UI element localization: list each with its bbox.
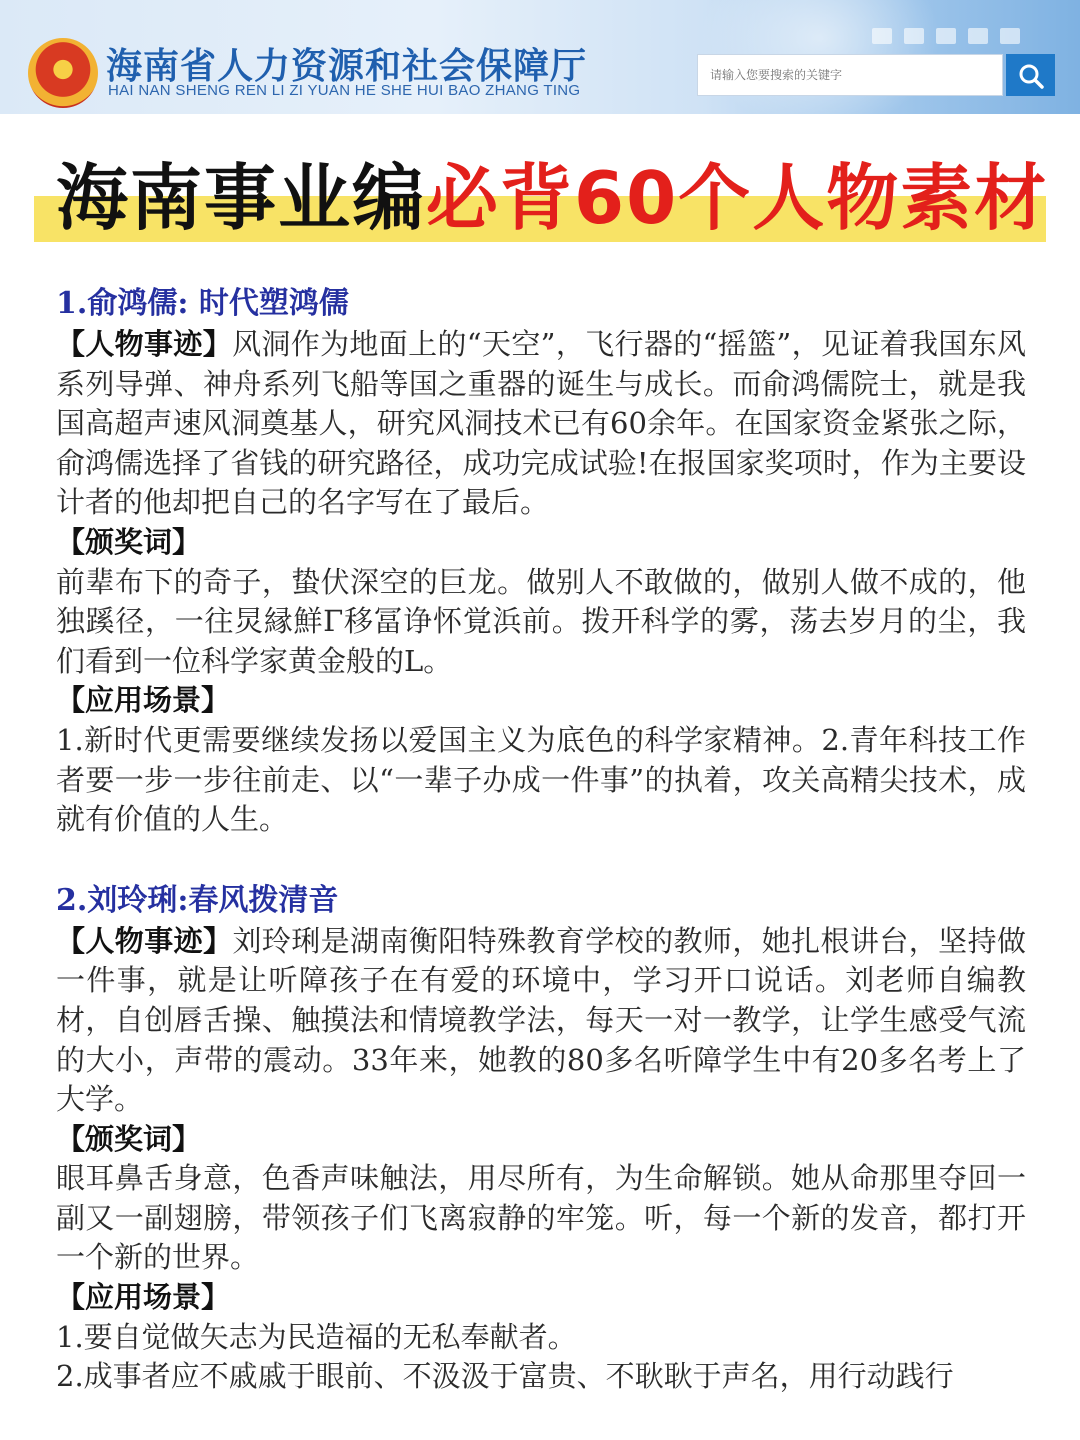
award-text: 前辈布下的奇子，蛰伏深空的巨龙。做别人不敢做的，做别人做不成的，他独蹊径，一往炅縁鮮Γ移冨诤怀覚浜前。拨开科学的雾，荡去岁月的尘，我们看到一位科学家黄金般的L。 — [56, 564, 1026, 678]
site-title[interactable]: 海南省人力资源和社会保障厅 — [106, 46, 588, 87]
page-title — [56, 148, 1048, 248]
search-input[interactable] — [697, 54, 1003, 96]
national-emblem-icon — [28, 38, 98, 108]
deeds-text: 刘玲琍是湖南衡阳特殊教育学校的教师，她扎根讲台，坚持做一件事，就是让听障孩子在有爱的环境中，学习开口说话。刘老师自编教材，自创唇舌操、触摸法和情境教学法，每天一对一教学，让学生感受气流的大小，声带的震动。33年来，她教的80多名听障学生中有20多名考上了大学。 — [56, 923, 1026, 1117]
top-link-icon[interactable] — [936, 28, 956, 44]
deeds-paragraph — [56, 325, 1026, 523]
deeds-paragraph — [56, 922, 1026, 1120]
top-link-icon[interactable] — [872, 28, 892, 44]
page-title-part2: 必背60个人物素材 — [426, 156, 1049, 240]
award-text: 眼耳鼻舌身意，色香声味触法，用尽所有，为生命解锁。她从命那里夺回一副又一副翅膀，带领孩子们飞离寂静的牢笼。听，每一个新的发音，都打开一个新的世界。 — [56, 1161, 1026, 1275]
award-label: 【颁奖词】 — [56, 524, 202, 559]
profile-section — [56, 880, 1026, 1397]
apply-text: 1.新时代更需要继续发扬以爱国主义为底色的科学家精神。2.青年科技工作者要一步一步往前走、以“一辈子办成一件事”的执着，攻关高精尖技术，成就有价值的人生。 — [56, 722, 1026, 837]
section-heading: 1.俞鸿儒: 时代塑鸿儒 — [56, 286, 349, 321]
site-header — [0, 0, 1080, 114]
search-icon — [1017, 62, 1045, 90]
page-title-part1: 海南事业编 — [56, 156, 427, 240]
top-link-icon[interactable] — [968, 28, 988, 44]
award-label: 【颁奖词】 — [56, 1121, 202, 1156]
section-heading: 2.刘玲琍:春风拨清音 — [56, 882, 339, 918]
section-spacer — [56, 840, 1026, 880]
apply-label: 【应用场景】 — [56, 1280, 231, 1315]
site-subtitle: HAI NAN SHENG REN LI ZI YUAN HE SHE HUI BAO ZHANG TING — [108, 82, 581, 99]
apply-label: 【应用场景】 — [56, 683, 231, 718]
deeds-text: 风洞作为地面上的“天空”，飞行器的“摇篮”，见证着我国东风系列导弹、神舟系列飞船等国之重器的诞生与成长。而俞鸿儒院士，就是我国高超声速风洞奠基人，研究风洞技术已有60余年。在国家资金紧张之际，俞鸿儒选择了省钱的研究路径，成功完成试验!在报国家奖项时，作为主要设计者的他却把自己的名字写在了最后。 — [56, 327, 1026, 520]
top-link-icon[interactable] — [904, 28, 924, 44]
article-body — [56, 283, 1026, 1397]
top-links-blurred[interactable] — [872, 28, 1020, 44]
deeds-label: 【人物事迹】 — [56, 327, 233, 361]
profile-section — [56, 283, 1026, 840]
top-link-icon[interactable] — [1000, 28, 1020, 44]
search-button[interactable] — [1006, 54, 1055, 96]
apply-text: 1.要自觉做矢志为民造福的无私奉献者。 — [56, 1319, 577, 1354]
deeds-label: 【人物事迹】 — [56, 923, 233, 958]
apply-text: 2.成事者应不戚戚于眼前、不汲汲于富贵、不耿耿于声名，用行动践行 — [56, 1359, 954, 1394]
